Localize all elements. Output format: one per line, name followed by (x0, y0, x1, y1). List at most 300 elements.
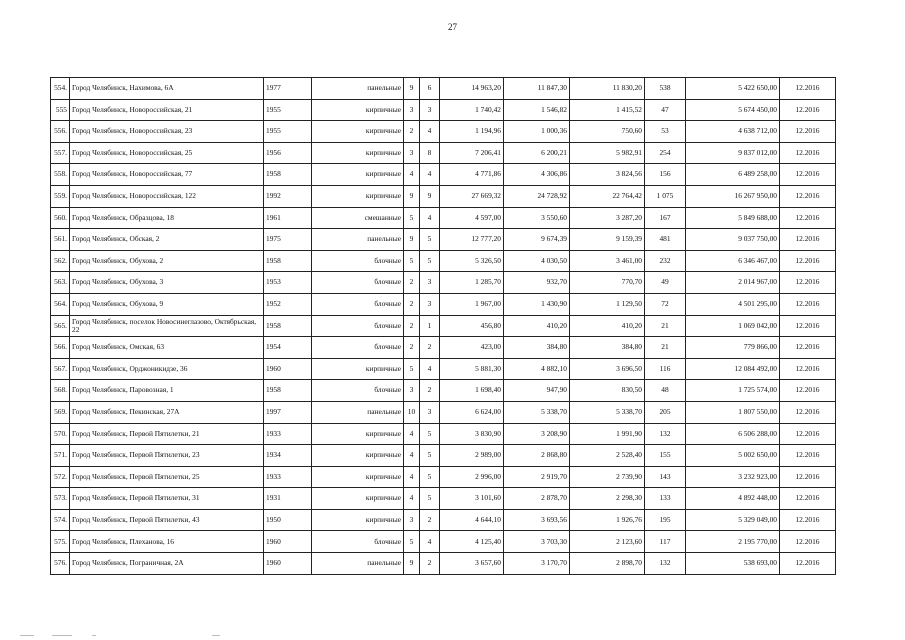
living-area-cell: 6 200,21 (504, 142, 570, 164)
repair-cost-cell: 5 674 450,00 (686, 99, 780, 121)
wall-material-cell: кирпичные (312, 164, 404, 186)
living-area-cell: 1 000,36 (504, 121, 570, 143)
table-row (51, 358, 836, 380)
year-built-cell: 1960 (264, 531, 312, 553)
private-area-cell: 2 898,70 (570, 553, 645, 575)
entrances-cell: 6 (420, 78, 440, 100)
living-area-cell: 384,80 (504, 337, 570, 359)
wall-material-cell: блочные (312, 293, 404, 315)
row-number: 561. (51, 229, 70, 251)
private-area-cell: 830,50 (570, 380, 645, 402)
living-area-cell: 3 703,30 (504, 531, 570, 553)
residents-cell: 53 (645, 121, 686, 143)
repair-cost-cell: 4 638 712,00 (686, 121, 780, 143)
wall-material-cell: кирпичные (312, 121, 404, 143)
private-area-cell: 11 830,20 (570, 78, 645, 100)
private-area-cell: 5 982,91 (570, 142, 645, 164)
residents-cell: 232 (645, 250, 686, 272)
completion-date-cell: 12.2016 (780, 509, 836, 531)
row-number: 558. (51, 164, 70, 186)
total-area-cell: 423,00 (440, 337, 504, 359)
repair-cost-cell: 1 807 550,00 (686, 401, 780, 423)
living-area-cell: 24 728,92 (504, 185, 570, 207)
private-area-cell: 2 739,90 (570, 466, 645, 488)
row-number: 571. (51, 445, 70, 467)
floors-cell: 2 (404, 337, 420, 359)
table-row (51, 466, 836, 488)
address-cell: Город Челябинск, Новороссийская, 25 (70, 142, 264, 164)
private-area-cell: 3 824,56 (570, 164, 645, 186)
total-area-cell: 456,80 (440, 315, 504, 337)
completion-date-cell: 12.2016 (780, 164, 836, 186)
living-area-cell: 1 546,82 (504, 99, 570, 121)
private-area-cell: 770,70 (570, 272, 645, 294)
private-area-cell: 1 415,52 (570, 99, 645, 121)
floors-cell: 9 (404, 78, 420, 100)
total-area-cell: 1 194,96 (440, 121, 504, 143)
floors-cell: 9 (404, 185, 420, 207)
floors-cell: 3 (404, 99, 420, 121)
entrances-cell: 1 (420, 315, 440, 337)
entrances-cell: 4 (420, 358, 440, 380)
table-body (51, 78, 836, 575)
completion-date-cell: 12.2016 (780, 531, 836, 553)
living-area-cell: 3 170,70 (504, 553, 570, 575)
completion-date-cell: 12.2016 (780, 358, 836, 380)
repair-cost-cell: 779 866,00 (686, 337, 780, 359)
table-row (51, 293, 836, 315)
private-area-cell: 2 123,60 (570, 531, 645, 553)
entrances-cell: 2 (420, 337, 440, 359)
entrances-cell: 4 (420, 164, 440, 186)
year-built-cell: 1952 (264, 293, 312, 315)
wall-material-cell: кирпичные (312, 488, 404, 510)
table-row (51, 250, 836, 272)
address-cell: Город Челябинск, Первой Пятилетки, 31 (70, 488, 264, 510)
private-area-cell: 384,80 (570, 337, 645, 359)
residents-cell: 132 (645, 553, 686, 575)
total-area-cell: 1 967,00 (440, 293, 504, 315)
completion-date-cell: 12.2016 (780, 293, 836, 315)
total-area-cell: 27 669,32 (440, 185, 504, 207)
entrances-cell: 3 (420, 401, 440, 423)
total-area-cell: 3 657,60 (440, 553, 504, 575)
residents-cell: 133 (645, 488, 686, 510)
private-area-cell: 9 159,39 (570, 229, 645, 251)
repair-cost-cell: 1 069 042,00 (686, 315, 780, 337)
address-cell: Город Челябинск, Новороссийская, 21 (70, 99, 264, 121)
entrances-cell: 2 (420, 553, 440, 575)
table-row (51, 380, 836, 402)
entrances-cell: 5 (420, 488, 440, 510)
floors-cell: 3 (404, 142, 420, 164)
living-area-cell: 4 306,86 (504, 164, 570, 186)
repair-cost-cell: 2 195 770,00 (686, 531, 780, 553)
total-area-cell: 1 285,70 (440, 272, 504, 294)
completion-date-cell: 12.2016 (780, 380, 836, 402)
address-cell: Город Челябинск, Первой Пятилетки, 25 (70, 466, 264, 488)
entrances-cell: 3 (420, 99, 440, 121)
address-cell: Город Челябинск, Пекинская, 27А (70, 401, 264, 423)
wall-material-cell: кирпичные (312, 142, 404, 164)
entrances-cell: 3 (420, 293, 440, 315)
residents-cell: 47 (645, 99, 686, 121)
entrances-cell: 8 (420, 142, 440, 164)
table-row (51, 531, 836, 553)
row-number: 568. (51, 380, 70, 402)
floors-cell: 4 (404, 488, 420, 510)
address-cell: Город Челябинск, Омская, 63 (70, 337, 264, 359)
row-number: 565. (51, 315, 70, 337)
floors-cell: 2 (404, 293, 420, 315)
address-cell: Город Челябинск, Обухова, 9 (70, 293, 264, 315)
row-number: 573. (51, 488, 70, 510)
wall-material-cell: блочные (312, 315, 404, 337)
living-area-cell: 2 919,70 (504, 466, 570, 488)
year-built-cell: 1958 (264, 164, 312, 186)
scan-edge-marks (0, 633, 905, 640)
year-built-cell: 1960 (264, 553, 312, 575)
year-built-cell: 1955 (264, 99, 312, 121)
year-built-cell: 1975 (264, 229, 312, 251)
floors-cell: 2 (404, 272, 420, 294)
wall-material-cell: кирпичные (312, 99, 404, 121)
living-area-cell: 4 030,50 (504, 250, 570, 272)
year-built-cell: 1931 (264, 488, 312, 510)
repair-cost-cell: 1 725 574,00 (686, 380, 780, 402)
table-row (51, 207, 836, 229)
table-row (51, 142, 836, 164)
floors-cell: 2 (404, 121, 420, 143)
completion-date-cell: 12.2016 (780, 401, 836, 423)
residents-cell: 72 (645, 293, 686, 315)
address-cell: Город Челябинск, Обская, 2 (70, 229, 264, 251)
table-row (51, 423, 836, 445)
residents-cell: 132 (645, 423, 686, 445)
address-cell: Город Челябинск, поселок Новосинеглазово, Октябрьская, 22 (70, 315, 264, 337)
residents-cell: 167 (645, 207, 686, 229)
residents-cell: 21 (645, 315, 686, 337)
floors-cell: 4 (404, 445, 420, 467)
row-number: 570. (51, 423, 70, 445)
living-area-cell: 410,20 (504, 315, 570, 337)
living-area-cell: 2 868,80 (504, 445, 570, 467)
entrances-cell: 2 (420, 380, 440, 402)
row-number: 569. (51, 401, 70, 423)
year-built-cell: 1934 (264, 445, 312, 467)
repair-cost-cell: 6 506 288,00 (686, 423, 780, 445)
entrances-cell: 2 (420, 509, 440, 531)
completion-date-cell: 12.2016 (780, 250, 836, 272)
row-number: 576. (51, 553, 70, 575)
floors-cell: 5 (404, 207, 420, 229)
wall-material-cell: кирпичные (312, 423, 404, 445)
year-built-cell: 1960 (264, 358, 312, 380)
living-area-cell: 932,70 (504, 272, 570, 294)
total-area-cell: 1 740,42 (440, 99, 504, 121)
completion-date-cell: 12.2016 (780, 207, 836, 229)
year-built-cell: 1933 (264, 423, 312, 445)
year-built-cell: 1958 (264, 315, 312, 337)
address-cell: Город Челябинск, Новороссийская, 122 (70, 185, 264, 207)
floors-cell: 9 (404, 553, 420, 575)
floors-cell: 10 (404, 401, 420, 423)
floors-cell: 5 (404, 250, 420, 272)
wall-material-cell: панельные (312, 78, 404, 100)
living-area-cell: 947,90 (504, 380, 570, 402)
living-area-cell: 3 550,60 (504, 207, 570, 229)
table-row (51, 99, 836, 121)
repair-cost-cell: 5 329 049,00 (686, 509, 780, 531)
address-cell: Город Челябинск, Новороссийская, 77 (70, 164, 264, 186)
entrances-cell: 5 (420, 423, 440, 445)
table-row (51, 315, 836, 337)
living-area-cell: 1 430,90 (504, 293, 570, 315)
floors-cell: 5 (404, 531, 420, 553)
year-built-cell: 1997 (264, 401, 312, 423)
table-row (51, 553, 836, 575)
table-row (51, 121, 836, 143)
wall-material-cell: кирпичные (312, 445, 404, 467)
entrances-cell: 5 (420, 466, 440, 488)
wall-material-cell: панельные (312, 553, 404, 575)
table-row (51, 185, 836, 207)
entrances-cell: 5 (420, 445, 440, 467)
private-area-cell: 2 298,30 (570, 488, 645, 510)
total-area-cell: 1 698,40 (440, 380, 504, 402)
total-area-cell: 4 597,00 (440, 207, 504, 229)
total-area-cell: 2 989,00 (440, 445, 504, 467)
table-row (51, 164, 836, 186)
repair-cost-cell: 9 037 750,00 (686, 229, 780, 251)
living-area-cell: 5 338,70 (504, 401, 570, 423)
address-cell: Город Челябинск, Обухова, 3 (70, 272, 264, 294)
residents-cell: 156 (645, 164, 686, 186)
residents-cell: 155 (645, 445, 686, 467)
private-area-cell: 22 764,42 (570, 185, 645, 207)
housing-registry-table (50, 77, 836, 575)
repair-cost-cell: 9 837 012,00 (686, 142, 780, 164)
wall-material-cell: смешанные (312, 207, 404, 229)
table-row (51, 229, 836, 251)
row-number: 554. (51, 78, 70, 100)
floors-cell: 2 (404, 315, 420, 337)
floors-cell: 3 (404, 380, 420, 402)
repair-cost-cell: 5 422 650,00 (686, 78, 780, 100)
living-area-cell: 9 674,39 (504, 229, 570, 251)
residents-cell: 48 (645, 380, 686, 402)
address-cell: Город Челябинск, Паровозная, 1 (70, 380, 264, 402)
repair-cost-cell: 16 267 950,00 (686, 185, 780, 207)
private-area-cell: 3 696,50 (570, 358, 645, 380)
private-area-cell: 3 287,20 (570, 207, 645, 229)
entrances-cell: 5 (420, 229, 440, 251)
row-number: 559. (51, 185, 70, 207)
row-number: 563. (51, 272, 70, 294)
total-area-cell: 12 777,20 (440, 229, 504, 251)
repair-cost-cell: 3 232 923,00 (686, 466, 780, 488)
residents-cell: 49 (645, 272, 686, 294)
completion-date-cell: 12.2016 (780, 553, 836, 575)
completion-date-cell: 12.2016 (780, 488, 836, 510)
wall-material-cell: кирпичные (312, 358, 404, 380)
repair-cost-cell: 6 346 467,00 (686, 250, 780, 272)
page-number: 27 (448, 22, 457, 32)
living-area-cell: 3 208,90 (504, 423, 570, 445)
year-built-cell: 1955 (264, 121, 312, 143)
row-number: 564. (51, 293, 70, 315)
row-number: 566. (51, 337, 70, 359)
residents-cell: 117 (645, 531, 686, 553)
completion-date-cell: 12.2016 (780, 142, 836, 164)
floors-cell: 3 (404, 509, 420, 531)
table-row (51, 488, 836, 510)
total-area-cell: 5 881,30 (440, 358, 504, 380)
entrances-cell: 4 (420, 207, 440, 229)
completion-date-cell: 12.2016 (780, 121, 836, 143)
year-built-cell: 1958 (264, 380, 312, 402)
entrances-cell: 4 (420, 121, 440, 143)
total-area-cell: 5 326,50 (440, 250, 504, 272)
private-area-cell: 3 461,00 (570, 250, 645, 272)
total-area-cell: 3 101,60 (440, 488, 504, 510)
private-area-cell: 1 926,76 (570, 509, 645, 531)
wall-material-cell: кирпичные (312, 185, 404, 207)
completion-date-cell: 12.2016 (780, 315, 836, 337)
wall-material-cell: кирпичные (312, 509, 404, 531)
year-built-cell: 1950 (264, 509, 312, 531)
table-row (51, 509, 836, 531)
completion-date-cell: 12.2016 (780, 272, 836, 294)
residents-cell: 205 (645, 401, 686, 423)
residents-cell: 143 (645, 466, 686, 488)
total-area-cell: 6 624,00 (440, 401, 504, 423)
total-area-cell: 4 771,86 (440, 164, 504, 186)
repair-cost-cell: 2 014 967,00 (686, 272, 780, 294)
repair-cost-cell: 5 849 688,00 (686, 207, 780, 229)
year-built-cell: 1958 (264, 250, 312, 272)
wall-material-cell: кирпичные (312, 466, 404, 488)
entrances-cell: 5 (420, 250, 440, 272)
address-cell: Город Челябинск, Нахимова, 6А (70, 78, 264, 100)
residents-cell: 1 075 (645, 185, 686, 207)
year-built-cell: 1953 (264, 272, 312, 294)
total-area-cell: 3 830,90 (440, 423, 504, 445)
residents-cell: 254 (645, 142, 686, 164)
entrances-cell: 4 (420, 531, 440, 553)
table-row (51, 78, 836, 100)
private-area-cell: 410,20 (570, 315, 645, 337)
address-cell: Город Челябинск, Обухова, 2 (70, 250, 264, 272)
completion-date-cell: 12.2016 (780, 423, 836, 445)
row-number: 560. (51, 207, 70, 229)
total-area-cell: 7 206,41 (440, 142, 504, 164)
completion-date-cell: 12.2016 (780, 78, 836, 100)
living-area-cell: 3 693,56 (504, 509, 570, 531)
table-row (51, 272, 836, 294)
living-area-cell: 11 847,30 (504, 78, 570, 100)
address-cell: Город Челябинск, Плеханова, 16 (70, 531, 264, 553)
residents-cell: 21 (645, 337, 686, 359)
year-built-cell: 1977 (264, 78, 312, 100)
private-area-cell: 5 338,70 (570, 401, 645, 423)
address-cell: Город Челябинск, Новороссийская, 23 (70, 121, 264, 143)
wall-material-cell: блочные (312, 337, 404, 359)
table-row (51, 337, 836, 359)
total-area-cell: 4 125,40 (440, 531, 504, 553)
floors-cell: 4 (404, 466, 420, 488)
row-number: 572. (51, 466, 70, 488)
completion-date-cell: 12.2016 (780, 99, 836, 121)
repair-cost-cell: 538 693,00 (686, 553, 780, 575)
floors-cell: 5 (404, 358, 420, 380)
floors-cell: 4 (404, 164, 420, 186)
total-area-cell: 14 963,20 (440, 78, 504, 100)
residents-cell: 481 (645, 229, 686, 251)
table-row (51, 401, 836, 423)
residents-cell: 538 (645, 78, 686, 100)
wall-material-cell: блочные (312, 531, 404, 553)
row-number: 575. (51, 531, 70, 553)
floors-cell: 4 (404, 423, 420, 445)
wall-material-cell: блочные (312, 380, 404, 402)
completion-date-cell: 12.2016 (780, 337, 836, 359)
wall-material-cell: блочные (312, 272, 404, 294)
wall-material-cell: блочные (312, 250, 404, 272)
completion-date-cell: 12.2016 (780, 466, 836, 488)
row-number: 555 (51, 99, 70, 121)
repair-cost-cell: 5 002 650,00 (686, 445, 780, 467)
repair-cost-cell: 4 892 448,00 (686, 488, 780, 510)
repair-cost-cell: 12 084 492,00 (686, 358, 780, 380)
address-cell: Город Челябинск, Орджоникидзе, 36 (70, 358, 264, 380)
row-number: 556. (51, 121, 70, 143)
private-area-cell: 1 991,90 (570, 423, 645, 445)
row-number: 567. (51, 358, 70, 380)
completion-date-cell: 12.2016 (780, 445, 836, 467)
row-number: 574. (51, 509, 70, 531)
year-built-cell: 1954 (264, 337, 312, 359)
address-cell: Город Челябинск, Первой Пятилетки, 21 (70, 423, 264, 445)
entrances-cell: 3 (420, 272, 440, 294)
row-number: 562. (51, 250, 70, 272)
year-built-cell: 1933 (264, 466, 312, 488)
residents-cell: 116 (645, 358, 686, 380)
completion-date-cell: 12.2016 (780, 185, 836, 207)
wall-material-cell: панельные (312, 229, 404, 251)
year-built-cell: 1992 (264, 185, 312, 207)
year-built-cell: 1961 (264, 207, 312, 229)
floors-cell: 9 (404, 229, 420, 251)
living-area-cell: 2 878,70 (504, 488, 570, 510)
address-cell: Город Челябинск, Первой Пятилетки, 43 (70, 509, 264, 531)
private-area-cell: 1 129,50 (570, 293, 645, 315)
residents-cell: 195 (645, 509, 686, 531)
completion-date-cell: 12.2016 (780, 229, 836, 251)
table-row (51, 445, 836, 467)
address-cell: Город Челябинск, Первой Пятилетки, 23 (70, 445, 264, 467)
address-cell: Город Челябинск, Образцова, 18 (70, 207, 264, 229)
total-area-cell: 2 996,00 (440, 466, 504, 488)
row-number: 557. (51, 142, 70, 164)
year-built-cell: 1956 (264, 142, 312, 164)
entrances-cell: 9 (420, 185, 440, 207)
repair-cost-cell: 6 489 258,00 (686, 164, 780, 186)
repair-cost-cell: 4 501 295,00 (686, 293, 780, 315)
wall-material-cell: панельные (312, 401, 404, 423)
total-area-cell: 4 644,10 (440, 509, 504, 531)
private-area-cell: 750,60 (570, 121, 645, 143)
